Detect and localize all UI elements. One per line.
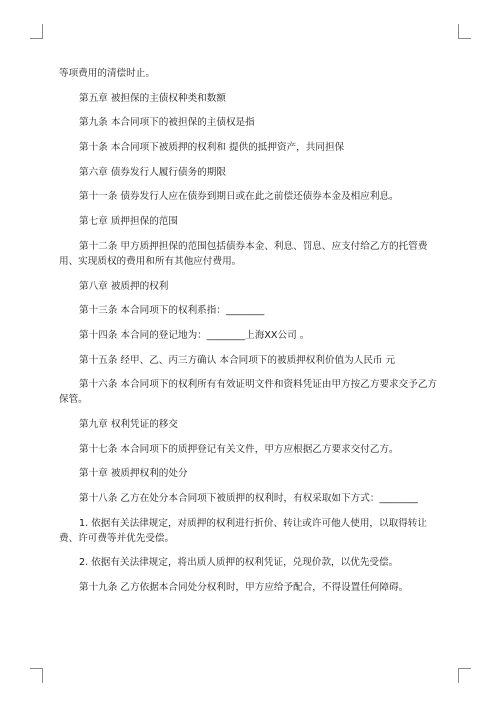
article-18: 第十八条 乙方在处分本合同项下被质押的权利时，有权采取如下方式：________: [79, 493, 418, 504]
article-9: 第九条 本合同项下的被担保的主债权是指: [79, 117, 255, 129]
chapter-heading-6: 第六章 债券发行人履行债务的期限: [79, 166, 226, 178]
list-item-1: 1. 依据有关法律规定，对质押的权利进行折价、转让或许可他人使用，以取得转让费、许可费等并优先受偿。: [59, 517, 427, 544]
article-13: 第十三条 本合同项下的权利系指：________: [79, 305, 265, 317]
paragraph-continuation: 等项费用的清偿时止。: [59, 68, 155, 79]
article-12: 第十二条 甲方质押担保的范围包括债券本金、利息、罚息、应支付给乙方的托管费用、实现质权的费用和所有其他应付费用。: [59, 240, 428, 267]
chapter-heading-7: 第七章 质押担保的范围: [79, 216, 178, 228]
article-11: 第十一条 债券发行人应在债券到期日或在此之前偿还债券本金及相应利息。: [79, 191, 399, 203]
article-15: 第十五条 经甲、乙、丙三方确认 本合同项下的被质押权利价值为人民币 元: [79, 354, 396, 366]
crop-mark-top-left: [30, 24, 43, 39]
chapter-heading-9: 第九章 权利凭证的移交: [79, 418, 178, 430]
chapter-heading-5: 第五章 被担保的主债权种类和数额: [79, 92, 226, 104]
chapter-heading-8: 第八章 被质押的权利: [79, 280, 169, 292]
document-body: [59, 66, 441, 605]
article-16: 第十六条 本合同项下的权利所有有效证明文件和资料凭证由甲方按乙方要求交予乙方保管。: [59, 379, 438, 406]
crop-mark-bottom-left: [30, 668, 43, 683]
chapter-heading-10: 第十章 被质押权利的处分: [79, 468, 188, 480]
list-item-2: 2. 依据有关法律规定，将出质人质押的权利凭证，兑现价款，以优先受偿。: [79, 557, 399, 569]
crop-mark-top-right: [458, 24, 471, 39]
crop-mark-bottom-right: [458, 668, 471, 683]
article-17: 第十七条 本合同项下的质押登记有关文件，甲方应根据乙方要求交付乙方。: [79, 443, 399, 455]
article-19: 第十九条 乙方依据本合同处分权利时，甲方应给予配合，不得设置任何障碍。: [79, 582, 409, 594]
article-14: 第十四条 本合同的登记地为：________上海XX公司 。: [79, 329, 310, 341]
article-10: 第十条 本合同项下被质押的权利和 提供的抵押资产，共同担保: [79, 142, 345, 154]
